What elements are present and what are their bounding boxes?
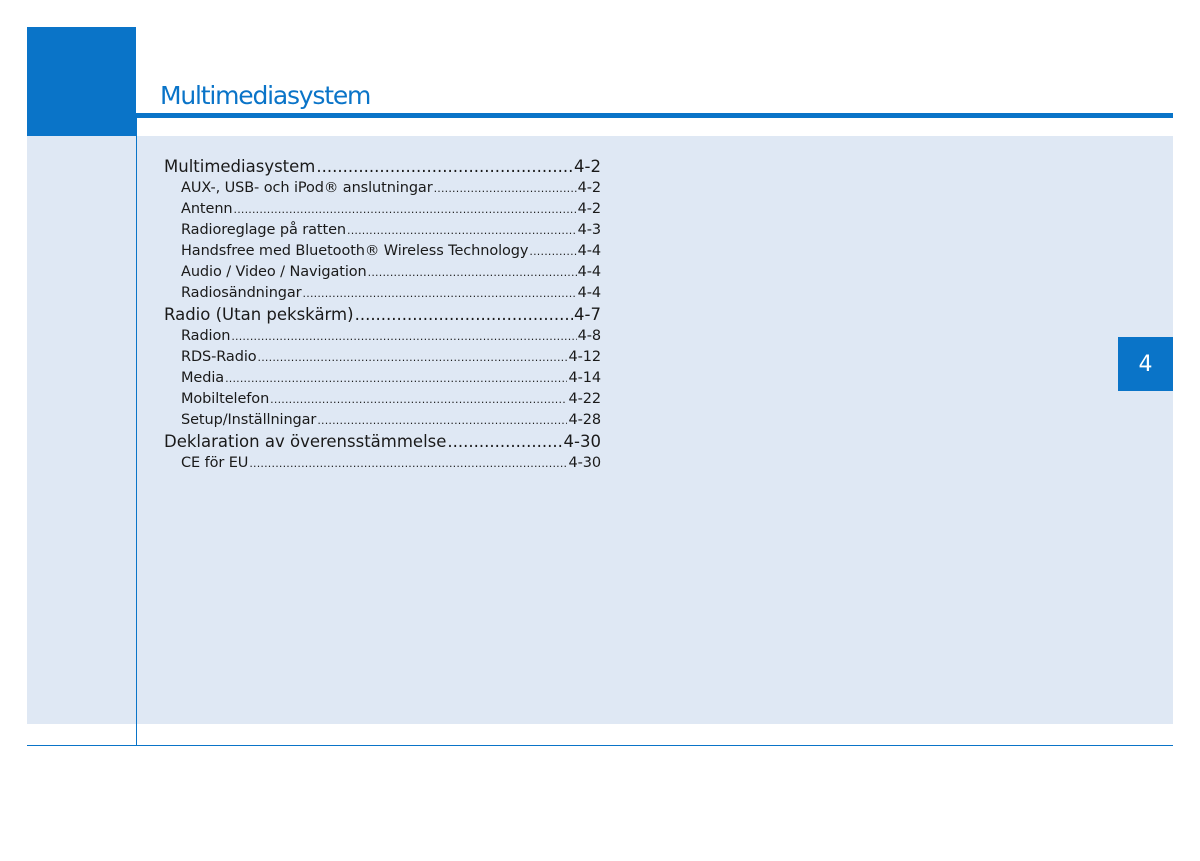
bottom-rule (27, 745, 1173, 746)
toc-entry-page: 4-2 (577, 180, 601, 196)
toc-leader-dots (529, 241, 576, 262)
toc-entry-page: 4-7 (574, 305, 601, 324)
toc-leader-dots (234, 199, 577, 220)
toc-entry-label: Multimediasystem (164, 157, 316, 176)
toc-entry[interactable] (164, 283, 601, 304)
title-underline (136, 113, 1173, 118)
toc-entry-label: Media (181, 370, 225, 386)
toc-entry[interactable] (164, 368, 601, 389)
toc-leader-dots (447, 431, 562, 453)
page-title: Multimediasystem (160, 81, 371, 110)
toc-entry-page: 4-22 (568, 391, 601, 407)
toc-leader-dots (347, 220, 577, 241)
toc-leader-dots (270, 389, 567, 410)
toc-entry-label: CE för EU (181, 455, 249, 471)
toc-entry-page: 4-30 (568, 455, 601, 471)
toc-entry-label: AUX-, USB- och iPod® anslutningar (181, 180, 433, 196)
toc-entry[interactable] (164, 156, 601, 178)
left-margin-line (136, 118, 137, 745)
toc-leader-dots (368, 262, 577, 283)
toc-leader-dots (231, 326, 576, 347)
toc-entry-label: Handsfree med Bluetooth® Wireless Technology (181, 243, 529, 259)
toc-entry[interactable] (164, 326, 601, 347)
toc-entry-page: 4-12 (568, 349, 601, 365)
table-of-contents (164, 156, 601, 474)
toc-entry-page: 4-2 (574, 157, 601, 176)
toc-entry[interactable] (164, 453, 601, 474)
toc-entry[interactable] (164, 304, 601, 326)
toc-entry-label: Mobiltelefon (181, 391, 270, 407)
toc-leader-dots (258, 347, 568, 368)
toc-entry-page: 4-2 (577, 201, 601, 217)
toc-entry-page: 4-4 (577, 264, 601, 280)
toc-entry-label: Radiosändningar (181, 285, 302, 301)
toc-entry[interactable] (164, 178, 601, 199)
toc-entry-label: Audio / Video / Navigation (181, 264, 367, 280)
chapter-tab[interactable]: 4 (1118, 337, 1173, 391)
toc-entry[interactable] (164, 262, 601, 283)
toc-leader-dots (317, 410, 567, 431)
toc-entry-label: Radio (Utan pekskärm) (164, 305, 354, 324)
toc-entry-page: 4-30 (563, 432, 601, 451)
toc-entry[interactable] (164, 410, 601, 431)
corner-color-block (27, 27, 136, 136)
toc-entry[interactable] (164, 220, 601, 241)
toc-entry-label: Radion (181, 328, 231, 344)
toc-entry-page: 4-14 (568, 370, 601, 386)
toc-leader-dots (316, 156, 573, 178)
toc-entry-page: 4-4 (577, 243, 601, 259)
toc-entry[interactable] (164, 199, 601, 220)
toc-entry-label: RDS-Radio (181, 349, 257, 365)
toc-entry-label: Radioreglage på ratten (181, 222, 346, 238)
toc-entry-page: 4-3 (577, 222, 601, 238)
toc-entry[interactable] (164, 241, 601, 262)
toc-entry-label: Setup/Inställningar (181, 412, 317, 428)
toc-leader-dots (249, 453, 567, 474)
toc-entry-label: Deklaration av överensstämmelse (164, 432, 447, 451)
toc-entry-label: Antenn (181, 201, 233, 217)
toc-leader-dots (355, 304, 573, 326)
toc-entry[interactable] (164, 389, 601, 410)
toc-entry-page: 4-4 (577, 285, 601, 301)
toc-entry-page: 4-28 (568, 412, 601, 428)
toc-entry[interactable] (164, 347, 601, 368)
toc-leader-dots (225, 368, 567, 389)
toc-leader-dots (434, 178, 577, 199)
toc-entry-page: 4-8 (577, 328, 601, 344)
toc-entry[interactable] (164, 431, 601, 453)
toc-leader-dots (303, 283, 577, 304)
